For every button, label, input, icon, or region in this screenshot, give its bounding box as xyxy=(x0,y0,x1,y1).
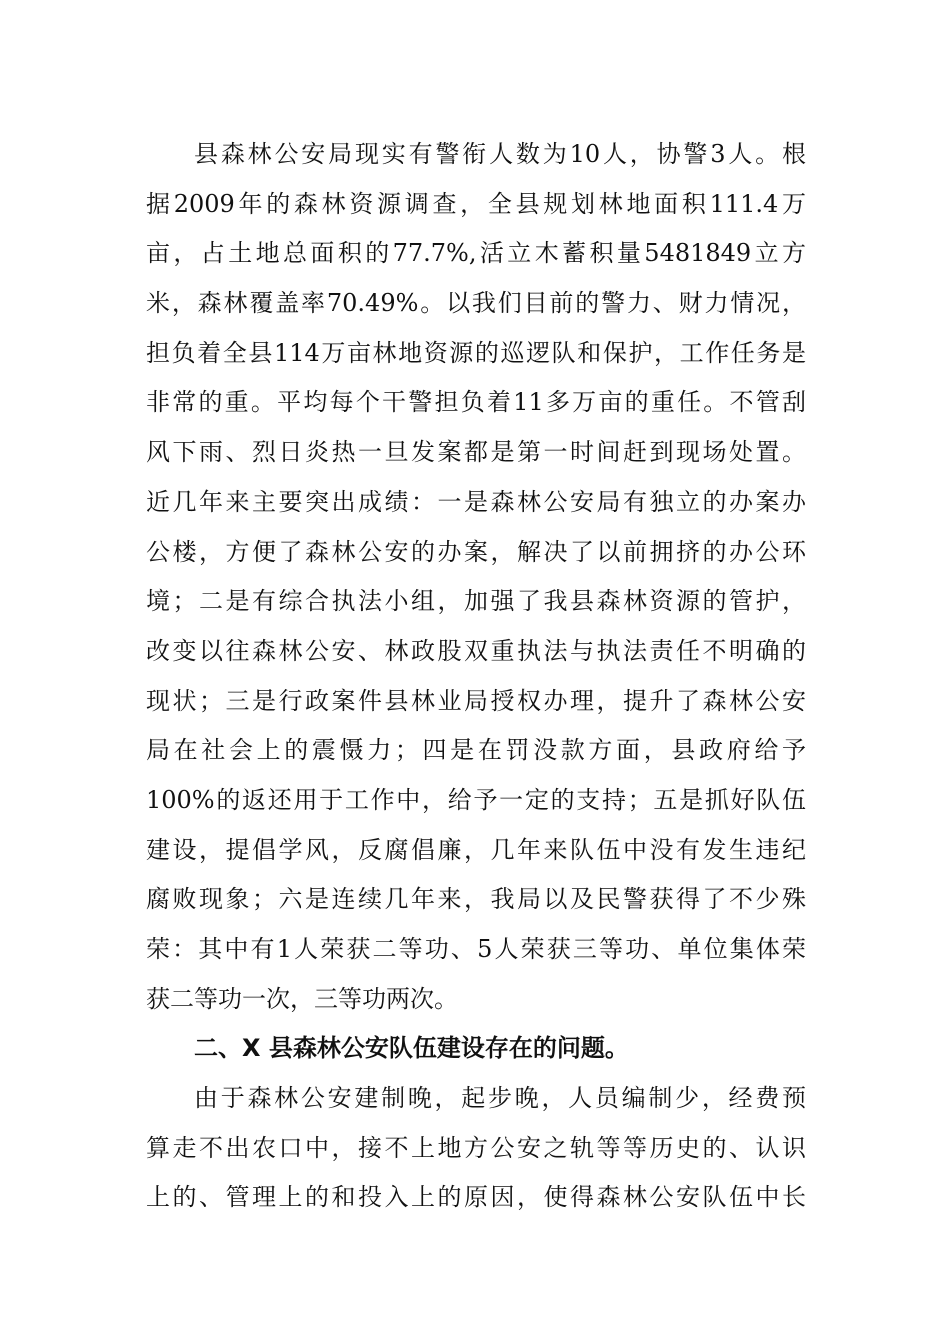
paragraph-line: 担负着全县114万亩林地资源的巡逻队和保护，工作任务是 xyxy=(146,338,806,367)
paragraph-line: 腐败现象；六是连续几年来，我局以及民警获得了不少殊 xyxy=(146,885,806,914)
paragraph-line: 米，森林覆盖率70.49%。以我们目前的警力、财力情况， xyxy=(146,289,806,318)
paragraph-line: 上的、管理上的和投入上的原因，使得森林公安队伍中长 xyxy=(146,1183,806,1212)
paragraph-line: 算走不出农口中，接不上地方公安之轨等等历史的、认识 xyxy=(146,1133,806,1162)
paragraph-line: 风下雨、烈日炎热一旦发案都是第一时间赶到现场处置。 xyxy=(146,438,806,467)
paragraph-line: 局在社会上的震慑力；四是在罚没款方面，县政府给予 xyxy=(146,736,806,765)
paragraph-line: 境；二是有综合执法小组，加强了我县森林资源的管护， xyxy=(146,587,806,616)
paragraph-line: 改变以往森林公安、林政股双重执法与执法责任不明确的 xyxy=(146,636,806,665)
paragraph-line: 近几年来主要突出成绩：一是森林公安局有独立的办案办 xyxy=(146,487,806,516)
paragraph-line: 公楼，方便了森林公安的办案，解决了以前拥挤的办公环 xyxy=(146,537,806,566)
paragraph-line: 100%的返还用于工作中，给予一定的支持；五是抓好队伍 xyxy=(146,785,806,814)
paragraph-line: 非常的重。平均每个干警担负着11多万亩的重任。不管刮 xyxy=(146,388,806,417)
paragraph-line: 亩，占土地总面积的77.7%,活立木蓄积量5481849立方 xyxy=(146,239,806,268)
paragraph-line: 由于森林公安建制晚，起步晚，人员编制少，经费预 xyxy=(194,1084,806,1113)
paragraph-line: 获二等功一次，三等功两次。 xyxy=(146,984,458,1013)
paragraph-line: 荣：其中有1人荣获二等功、5人荣获三等功、单位集体荣 xyxy=(146,935,806,963)
document-body xyxy=(146,130,806,1223)
paragraph-line: 县森林公安局现实有警衔人数为10人，协警3人。根 xyxy=(194,140,806,168)
section-heading: 二、X 县森林公安队伍建设存在的问题。 xyxy=(194,1034,629,1063)
paragraph-line: 现状；三是行政案件县林业局授权办理，提升了森林公安 xyxy=(146,686,806,715)
paragraph-line: 建设，提倡学风，反腐倡廉，几年来队伍中没有发生违纪 xyxy=(146,835,806,864)
paragraph-line: 据2009年的森林资源调查，全县规划林地面积111.4万 xyxy=(146,189,806,218)
